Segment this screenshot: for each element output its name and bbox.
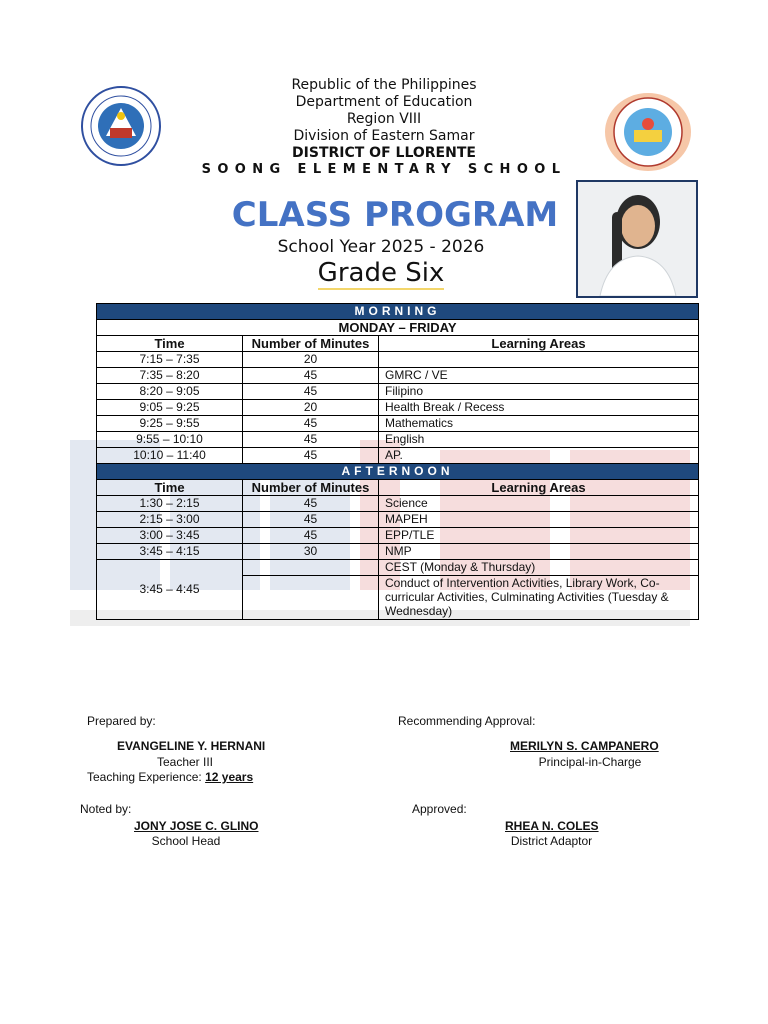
- recommending-name: MERILYN S. CAMPANERO: [510, 739, 659, 753]
- school-year: School Year 2025 - 2026: [277, 237, 485, 257]
- approved-title: District Adaptor: [510, 834, 593, 848]
- table-row: 8:20 – 9:05 45 Filipino: [97, 384, 699, 400]
- prepared-title: Teacher III: [156, 755, 214, 769]
- recommending-title: Principal-in-Charge: [538, 755, 642, 769]
- page-title: CLASS PROGRAM: [231, 195, 559, 235]
- table-row: 2:15 – 3:00 45 MAPEH: [97, 512, 699, 528]
- noted-label: Noted by:: [80, 802, 132, 816]
- class-program-table: [96, 303, 699, 620]
- table-row: Conduct of Intervention Activities, Library Work, Co-curricular Activities, Culminating Activities (Tuesday & Wednesday): [97, 576, 699, 620]
- days-label: MONDAY – FRIDAY: [97, 320, 699, 336]
- header-division: Division of Eastern Samar: [293, 128, 475, 144]
- grade-label: Grade Six: [317, 258, 445, 288]
- table-row: 10:10 – 11:40 45 AP.: [97, 448, 699, 464]
- noted-title: School Head: [151, 834, 221, 848]
- header-department: Department of Education: [295, 94, 473, 110]
- header-region: Region VIII: [346, 111, 422, 127]
- header-school: SOONG ELEMENTARY SCHOOL: [201, 162, 567, 177]
- prepared-label: Prepared by:: [87, 714, 156, 728]
- table-row: 7:15 – 7:35 20: [97, 352, 699, 368]
- table-row: 9:25 – 9:55 45 Mathematics: [97, 416, 699, 432]
- table-row: 9:55 – 10:10 45 English: [97, 432, 699, 448]
- approved-label: Approved:: [412, 802, 467, 816]
- morning-header-row: Time Number of Minutes Learning Areas: [97, 336, 699, 352]
- teacher-photo: [576, 180, 698, 298]
- noted-name: JONY JOSE C. GLINO: [134, 819, 259, 833]
- prepared-name: EVANGELINE Y. HERNANI: [117, 739, 266, 753]
- table-row: 3:45 – 4:15 30 NMP: [97, 544, 699, 560]
- header-republic: Republic of the Philippines: [291, 77, 477, 93]
- morning-band: MORNING: [97, 304, 699, 320]
- table-row: 9:05 – 9:25 20 Health Break / Recess: [97, 400, 699, 416]
- table-row: 3:00 – 3:45 45 EPP/TLE: [97, 528, 699, 544]
- header-district: DISTRICT OF LLORENTE: [292, 145, 476, 161]
- approved-name: RHEA N. COLES: [505, 819, 599, 833]
- table-row: 3:45 – 4:45 CEST (Monday & Thursday): [97, 560, 699, 576]
- table-row: 1:30 – 2:15 45 Science: [97, 496, 699, 512]
- recommending-label: Recommending Approval:: [398, 714, 536, 728]
- table-row: 7:35 – 8:20 45 GMRC / VE: [97, 368, 699, 384]
- afternoon-band: AFTERNOON: [97, 464, 699, 480]
- teaching-experience: Teaching Experience: 12 years: [87, 770, 254, 784]
- afternoon-header-row: Time Number of Minutes Learning Areas: [97, 480, 699, 496]
